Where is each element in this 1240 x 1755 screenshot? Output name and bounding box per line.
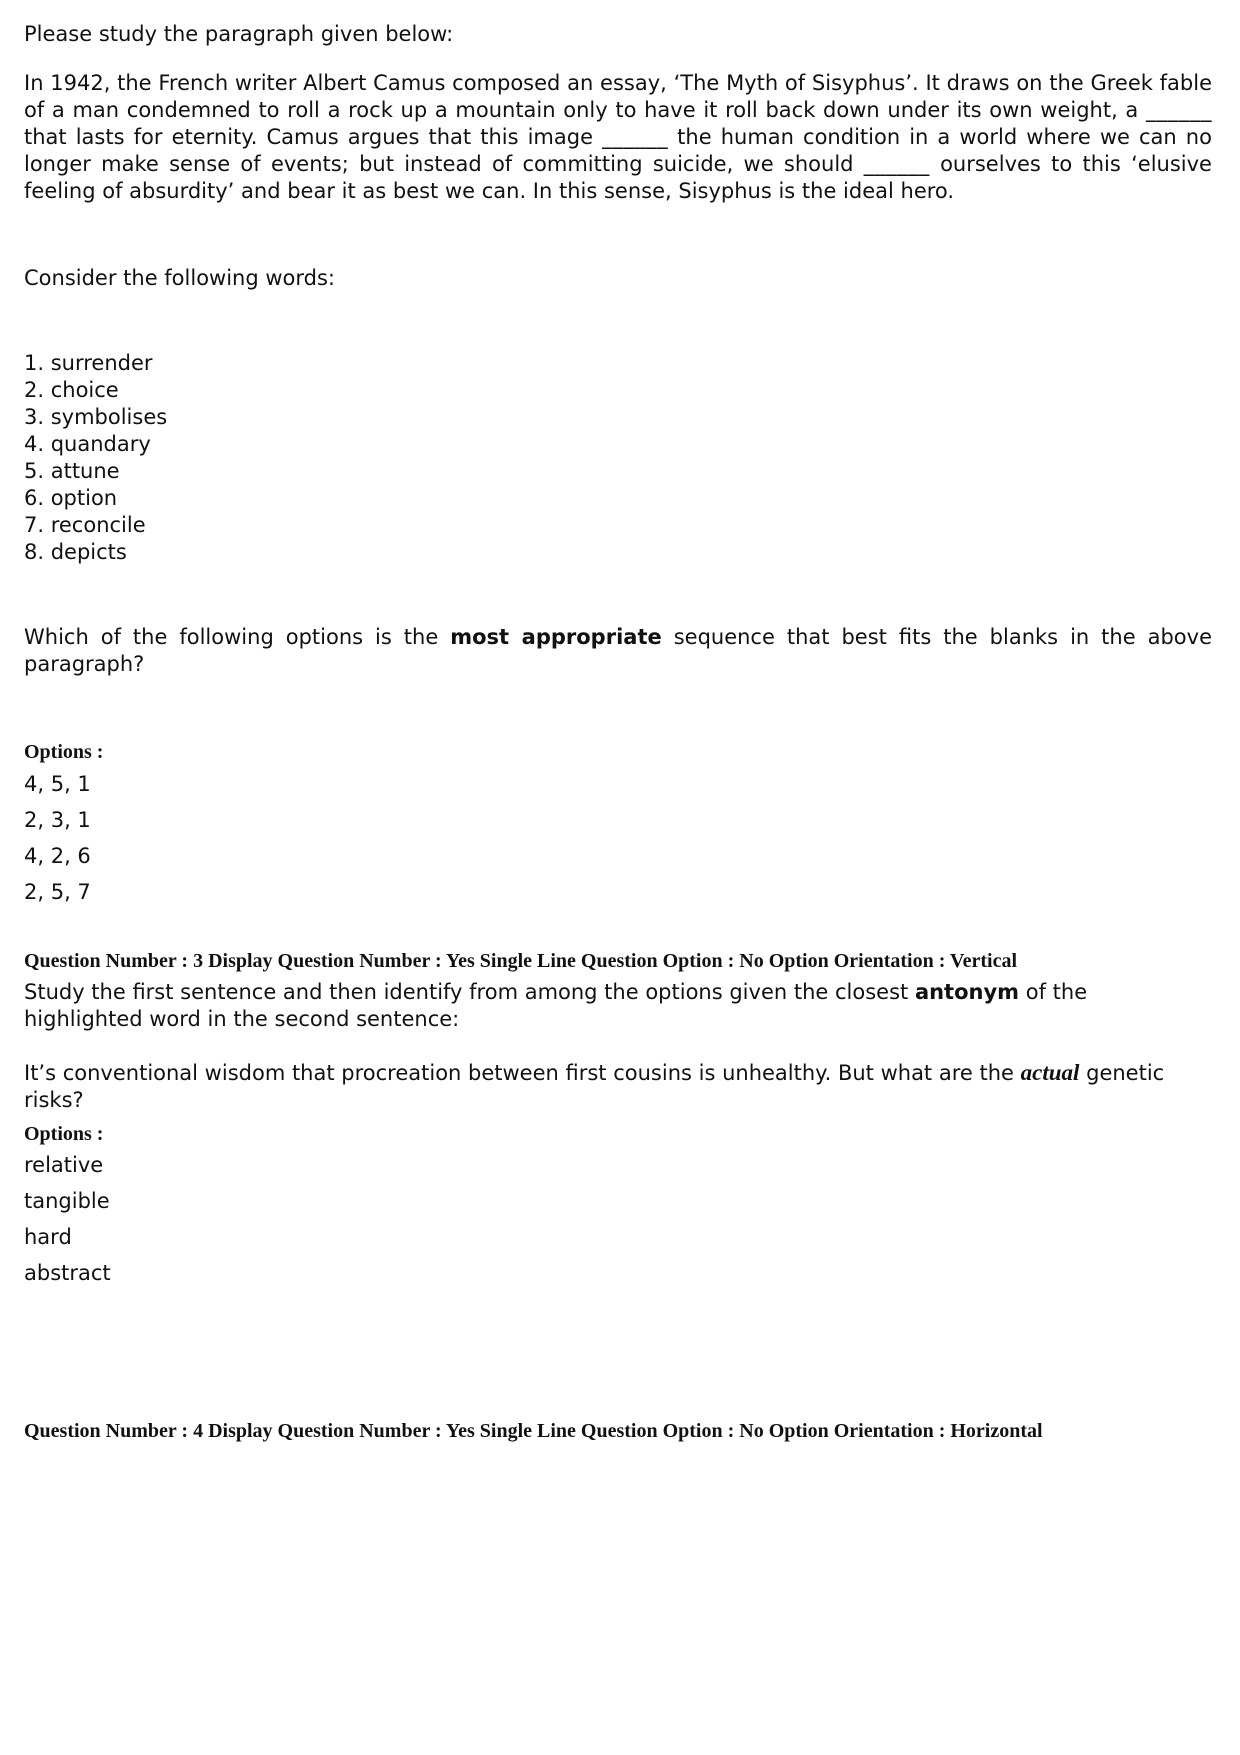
q3-instruction-bold: antonym — [914, 980, 1020, 1004]
q2-paragraph — [24, 70, 1212, 205]
q4-header: Question Number : 4 Display Question Number : Yes Single Line Question Option : No Option Orientation : Horizontal — [24, 1420, 1043, 1442]
word-item: 5. attune — [24, 459, 120, 483]
word-item: 3. symbolises — [24, 405, 168, 429]
blank-1: ______ — [1146, 98, 1212, 122]
q2-paragraph-s2: that lasts for eternity. Camus argues that this image — [24, 125, 594, 149]
q2-paragraph-s3: the human condition in a world where we can no longer make sense of events; but instead of committing suicide, we should — [24, 125, 1212, 176]
word-item: 7. reconcile — [24, 513, 146, 537]
option-item[interactable]: 4, 2, 6 — [24, 844, 91, 868]
q3-highlight-word: actual — [1020, 1060, 1080, 1085]
q2-question-pre: Which of the following options is the — [24, 625, 439, 649]
q3-instruction — [24, 979, 1144, 1033]
word-item: 8. depicts — [24, 540, 127, 564]
q3-sentence — [24, 1059, 1212, 1114]
option-item[interactable]: relative — [24, 1153, 104, 1177]
q3-instruction-pre: Study the first sentence and then identify from among the options given the closest — [24, 980, 909, 1004]
q2-options-label: Options : — [24, 741, 104, 763]
option-item[interactable]: hard — [24, 1225, 72, 1249]
option-item[interactable]: tangible — [24, 1189, 110, 1213]
q3-sentence-post: genetic risks? — [24, 1061, 1165, 1112]
q2-consider: Consider the following words: — [24, 266, 336, 290]
q2-word-list — [24, 350, 167, 566]
blank-2: ______ — [602, 125, 669, 149]
option-item[interactable]: 4, 5, 1 — [24, 772, 91, 796]
option-item[interactable]: 2, 3, 1 — [24, 808, 91, 832]
q3-options-label: Options : — [24, 1123, 104, 1145]
word-item: 1. surrender — [24, 351, 153, 375]
q2-question-bold: most appropriate — [450, 625, 662, 649]
q2-paragraph-s4: ourselves to this ‘elusive feeling of absurdity’ and bear it as best we can. In this sense, Sisyphus is the ideal hero. — [24, 152, 1212, 203]
q2-question-post: sequence that best fits the blanks in the above paragraph? — [24, 625, 1212, 676]
q2-options — [24, 766, 91, 910]
q2-intro: Please study the paragraph given below: — [24, 22, 454, 46]
word-item: 6. option — [24, 486, 118, 510]
q3-instruction-post: of the highlighted word in the second sentence: — [24, 980, 1088, 1031]
word-item: 2. choice — [24, 378, 119, 402]
q2-question — [24, 624, 1212, 678]
q3-header: Question Number : 3 Display Question Number : Yes Single Line Question Option : No Option Orientation : Vertical — [24, 950, 1018, 972]
q2-paragraph-s1: In 1942, the French writer Albert Camus composed an essay, ‘The Myth of Sisyphus’. It draws on the Greek fable of a man condemned to roll a rock up a mountain only to have it roll back down under its own weight, a — [24, 71, 1212, 122]
blank-3: ______ — [863, 152, 930, 176]
option-item[interactable]: 2, 5, 7 — [24, 880, 91, 904]
word-item: 4. quandary — [24, 432, 151, 456]
q3-sentence-pre: It’s conventional wisdom that procreation between first cousins is unhealthy. But what are the — [24, 1061, 1014, 1085]
option-item[interactable]: abstract — [24, 1261, 111, 1285]
q3-options — [24, 1147, 111, 1291]
